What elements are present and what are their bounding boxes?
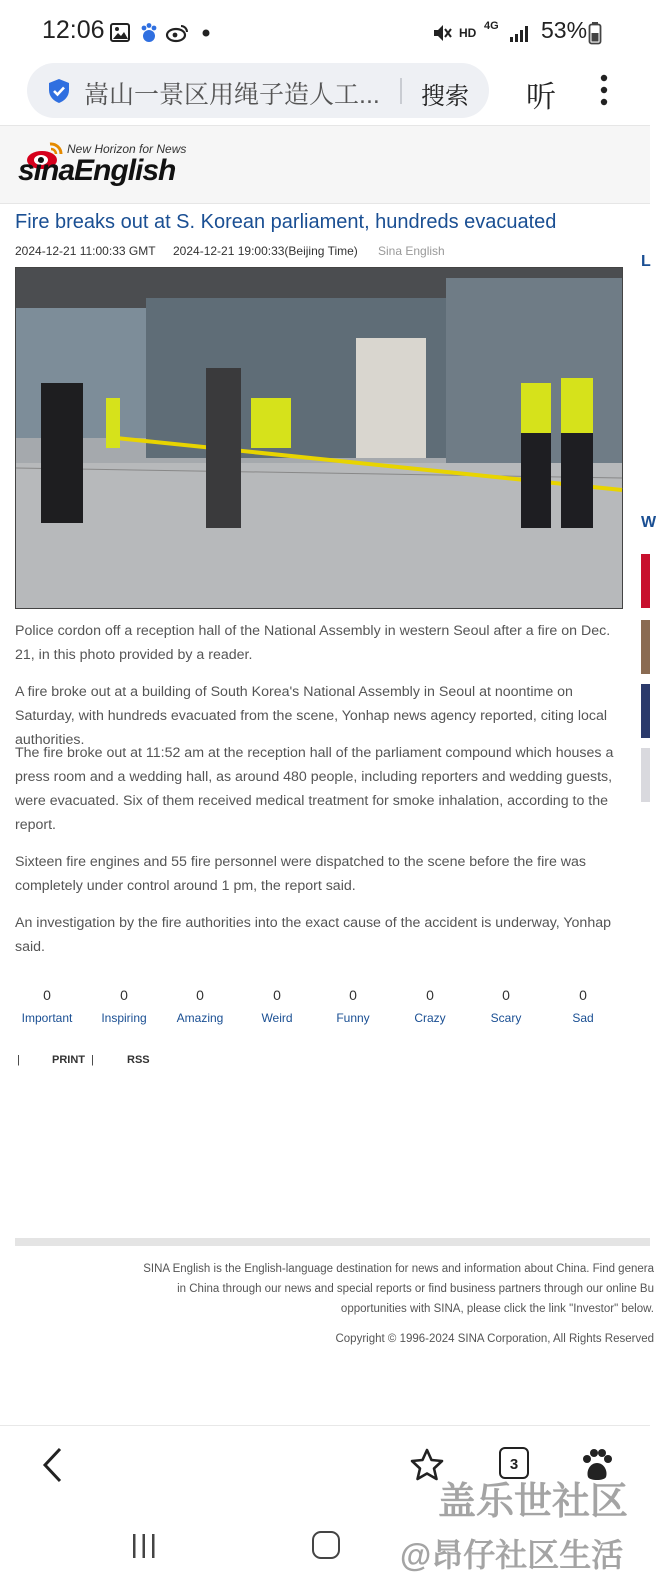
reaction-weird[interactable] — [237, 987, 317, 1025]
rss-link[interactable]: RSS — [127, 1054, 150, 1066]
shield-check-icon — [47, 78, 71, 104]
reaction-inspiring[interactable] — [84, 987, 164, 1025]
reaction-label[interactable]: Weird — [261, 1011, 293, 1025]
search-button[interactable]: 搜索 — [421, 83, 469, 110]
tool-separator: | — [91, 1054, 94, 1066]
article-time-gmt: 2024-12-21 11:00:33 GMT — [15, 244, 156, 258]
sidebar-heading-world[interactable]: W — [641, 514, 656, 531]
network-label: 4G — [484, 20, 499, 32]
article-headline: Fire breaks out at S. Korean parliament, hundreds evacuated — [15, 211, 557, 233]
footer-about-line: opportunities with SINA, please click the link "Investor" below. — [340, 1303, 654, 1315]
reaction-count: 0 — [196, 987, 204, 1003]
recent-apps-icon[interactable] — [130, 1532, 158, 1560]
reaction-sad[interactable] — [543, 987, 623, 1025]
back-icon[interactable] — [40, 1446, 64, 1484]
signal-icon — [509, 24, 529, 42]
reaction-count: 0 — [349, 987, 357, 1003]
battery-level: 53% — [541, 17, 588, 43]
reaction-count: 0 — [273, 987, 281, 1003]
reaction-label[interactable]: Crazy — [414, 1011, 446, 1025]
tabs-button[interactable]: 3 — [499, 1447, 529, 1479]
home-icon[interactable] — [312, 1531, 340, 1559]
reaction-label[interactable]: Amazing — [176, 1011, 224, 1025]
baidu-paw-icon — [139, 22, 159, 44]
more-icon[interactable] — [600, 74, 608, 106]
watermark-text: 盖乐世社区 — [438, 1481, 629, 1523]
watermark-text: @昂仔社区生活 — [400, 1537, 624, 1573]
reaction-crazy[interactable] — [390, 987, 470, 1025]
footer-about-line: SINA English is the English-language destination for news and information about China. Find genera — [143, 1263, 654, 1275]
article-source[interactable]: Sina English — [378, 244, 445, 258]
reaction-count: 0 — [502, 987, 510, 1003]
reaction-label[interactable]: Inspiring — [101, 1011, 147, 1025]
dot-icon — [202, 29, 210, 37]
article-paragraph: A fire broke out at a building of South Korea's National Assembly in Seoul at noontime on Saturday, with hundreds evacuated from the scene, Yonhap news agency reported, citing local authorities. — [15, 684, 608, 748]
reaction-label[interactable]: Important — [21, 1011, 73, 1025]
address-text[interactable]: 嵩山一景区用绳子造人工... — [84, 81, 380, 109]
article-photo — [15, 267, 623, 609]
gallery-icon — [110, 23, 130, 42]
reaction-label[interactable]: Sad — [572, 1011, 594, 1025]
footer-about-line: in China through our news and special reports or find business partners through our online Bu — [177, 1283, 654, 1295]
article-paragraph: Sixteen fire engines and 55 fire personnel were dispatched to the scene before the fire was completely under control around 1 pm, the report said. — [15, 854, 587, 894]
reaction-label[interactable]: Funny — [336, 1011, 370, 1025]
listen-button[interactable]: 听 — [526, 81, 556, 114]
reaction-important[interactable] — [7, 987, 87, 1025]
address-divider — [400, 78, 402, 104]
photo-caption: Police cordon off a reception hall of the National Assembly in western Seoul after a fire on Dec. 21, in this photo provided by a reader. — [15, 623, 611, 663]
tool-separator: | — [17, 1054, 20, 1066]
battery-icon — [589, 22, 601, 44]
reaction-count: 0 — [43, 987, 51, 1003]
sidebar-thumbnail[interactable] — [641, 620, 650, 674]
footer-copyright: Copyright © 1996-2024 SINA Corporation, All Rights Reserved — [335, 1333, 654, 1345]
reaction-amazing[interactable] — [160, 987, 240, 1025]
reaction-count: 0 — [579, 987, 587, 1003]
logo-slogan: New Horizon for News — [67, 142, 187, 156]
article-paragraph: The fire broke out at 11:52 am at the reception hall of the parliament compound which houses a press room and a wedding hall, as around 480 people, including reporters and wedding guests, were evacuated. Six of them received medical treatment for smoke inhalation, according to the report. — [15, 745, 614, 833]
print-link[interactable]: PRINT — [52, 1054, 85, 1066]
sidebar-thumbnail[interactable] — [641, 748, 650, 802]
reaction-scary[interactable] — [466, 987, 546, 1025]
sidebar-thumbnail[interactable] — [641, 684, 650, 738]
reaction-label[interactable]: Scary — [490, 1011, 522, 1025]
weibo-icon — [165, 24, 189, 42]
reaction-count: 0 — [120, 987, 128, 1003]
mute-icon — [432, 23, 452, 43]
hd-label: HD — [459, 26, 477, 40]
reaction-funny[interactable] — [313, 987, 393, 1025]
footer-divider — [15, 1238, 650, 1246]
sidebar-heading-latest[interactable]: L — [641, 253, 651, 270]
article-time-beijing: 2024-12-21 19:00:33(Beijing Time) — [173, 244, 358, 258]
status-bar — [0, 0, 650, 62]
sidebar-thumbnail[interactable] — [641, 554, 650, 608]
status-time: 12:06 — [42, 16, 105, 44]
police-cordon-photo — [16, 268, 622, 608]
site-logo[interactable]: sinaEnglish — [18, 154, 176, 187]
article-paragraph: An investigation by the fire authorities into the exact cause of the accident is underway, Yonhap said. — [15, 915, 611, 955]
reaction-count: 0 — [426, 987, 434, 1003]
